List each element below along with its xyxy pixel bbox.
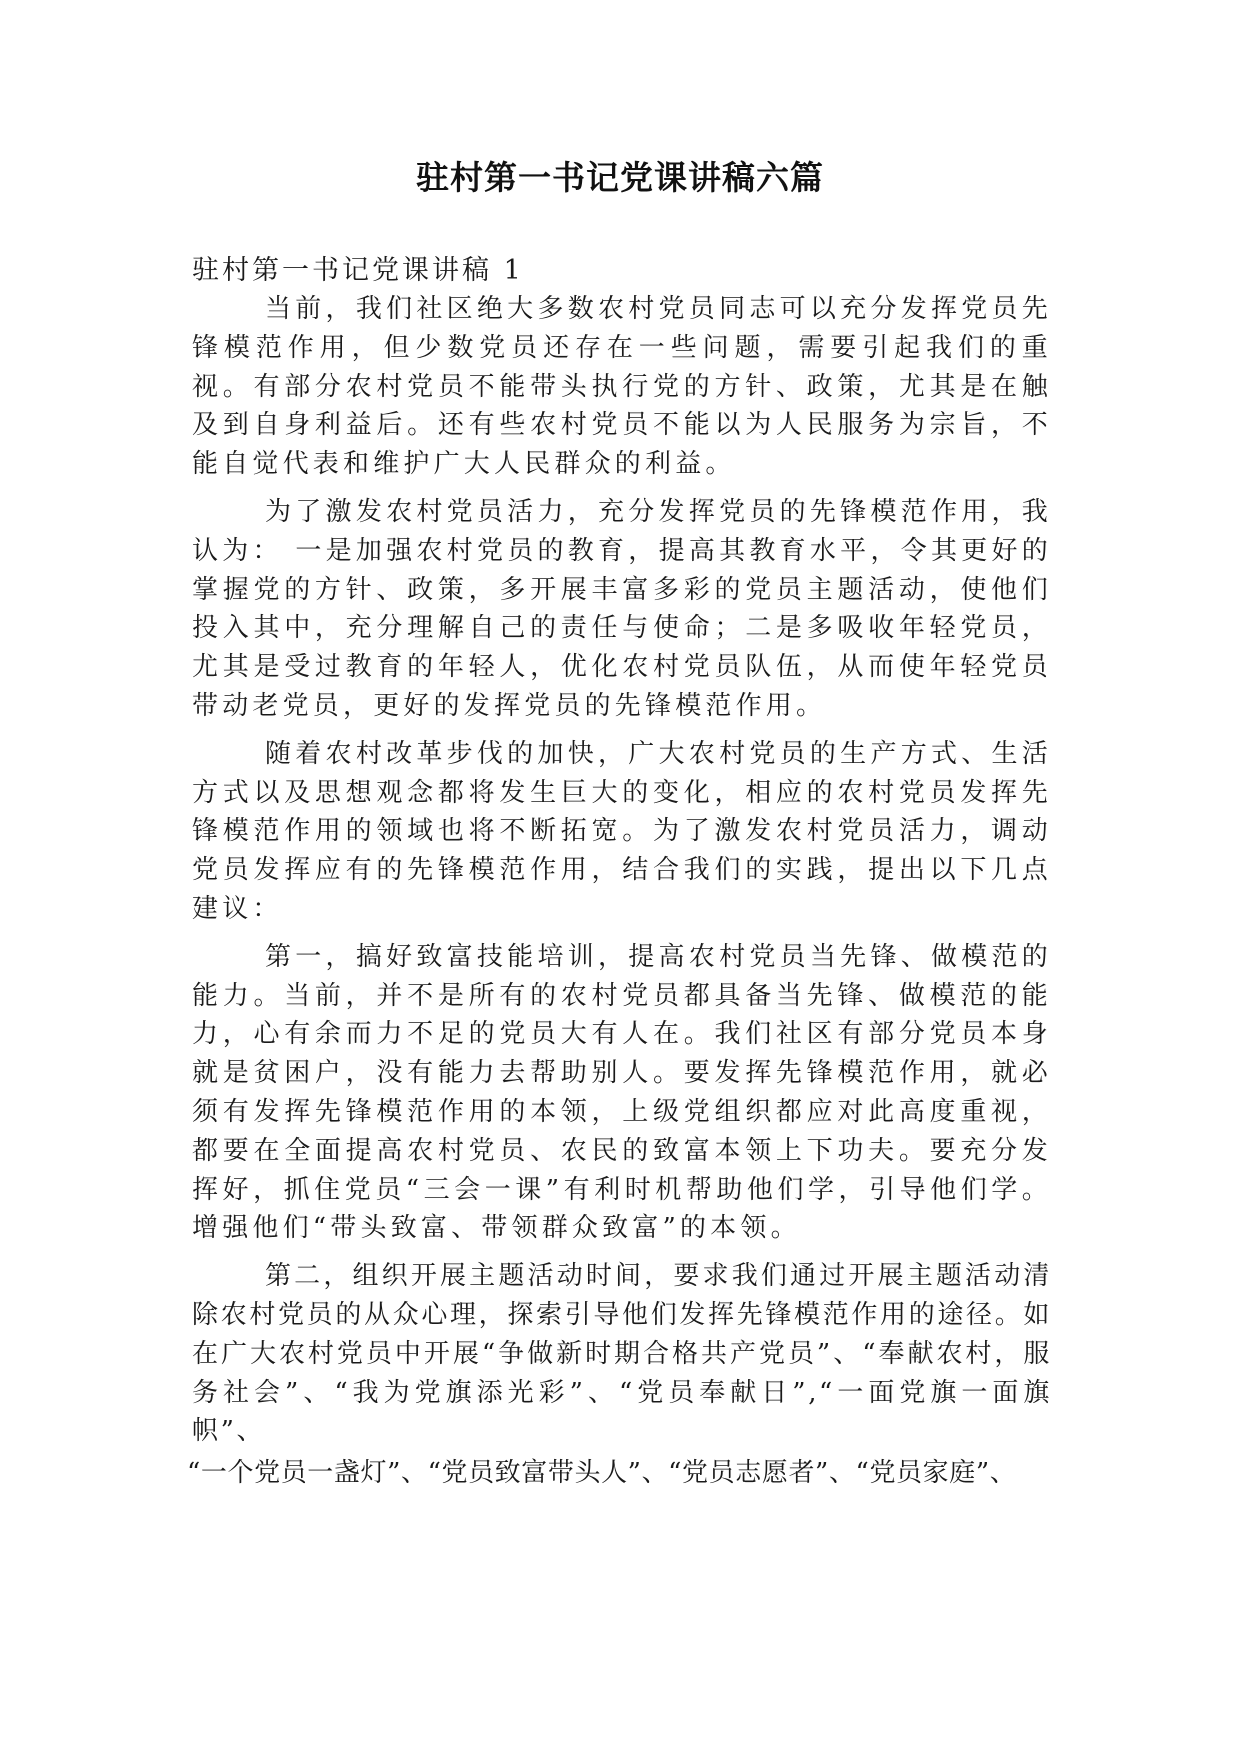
paragraph-4: 第一，搞好致富技能培训，提高农村党员当先锋、做模范的能力。当前，并不是所有的农村党员都具备当先锋、做模范的能力，心有余而力不足的党员大有人在。我们社区有部分党员本身就是贫困户，没有能力去帮助别人。要发挥先锋模范作用，就必须有发挥先锋模范作用的本领，上级党组织都应对此高度重视，都要在全面提高农村党员、农民的致富本领上下功夫。要充分发挥好，抓住党员“三会一课”有利时机帮助他们学，引导他们学。增强他们“带头致富、带领群众致富”的本领。 bbox=[192, 941, 1052, 1244]
document-title: 驻村第一书记党课讲稿六篇 bbox=[416, 158, 824, 197]
section-heading: 驻村第一书记党课讲稿 1 bbox=[192, 255, 524, 286]
paragraph-5: 第二，组织开展主题活动时间，要求我们通过开展主题活动清除农村党员的从众心理，探索引导他们发挥先锋模范作用的途径。如在广大农村党员中开展“争做新时期合格共产党员”、“奉献农村，服务社会”、“我为党旗添光彩”、“党员奉献日”,“一面党旗一面旗帜”、 bbox=[192, 1261, 1052, 1447]
document-body bbox=[187, 290, 1052, 1493]
paragraph-2: 为了激发农村党员活力，充分发挥党员的先锋模范作用，我认为： 一是加强农村党员的教育，提高其教育水平，令其更好的掌握党的方针、政策，多开展丰富多彩的党员主题活动，使他们投入其中，充分理解自己的责任与使命；二是多吸收年轻党员，尤其是受过教育的年轻人，优化农村党员队伍，从而使年轻党员带动老党员，更好的发挥党员的先锋模范作用。 bbox=[192, 496, 1052, 721]
paragraph-1: 当前，我们社区绝大多数农村党员同志可以充分发挥党员先锋模范作用，但少数党员还存在一些问题，需要引起我们的重视。有部分农村党员不能带头执行党的方针、政策，尤其是在触及到自身利益后。还有些农村党员不能以为人民服务为宗旨，不能自觉代表和维护广大人民群众的利益。 bbox=[192, 294, 1052, 480]
paragraph-3: 随着农村改革步伐的加快，广大农村党员的生产方式、生活方式以及思想观念都将发生巨大的变化，相应的农村党员发挥先锋模范作用的领域也将不断拓宽。为了激发农村党员活力，调动党员发挥应有的先锋模范作用，结合我们的实践，提出以下几点建议： bbox=[192, 738, 1052, 924]
paragraph-5-continuation: “一个党员一盏灯”、“党员致富带头人”、“党员志愿者”、“党员家庭”、 bbox=[187, 1458, 1017, 1489]
